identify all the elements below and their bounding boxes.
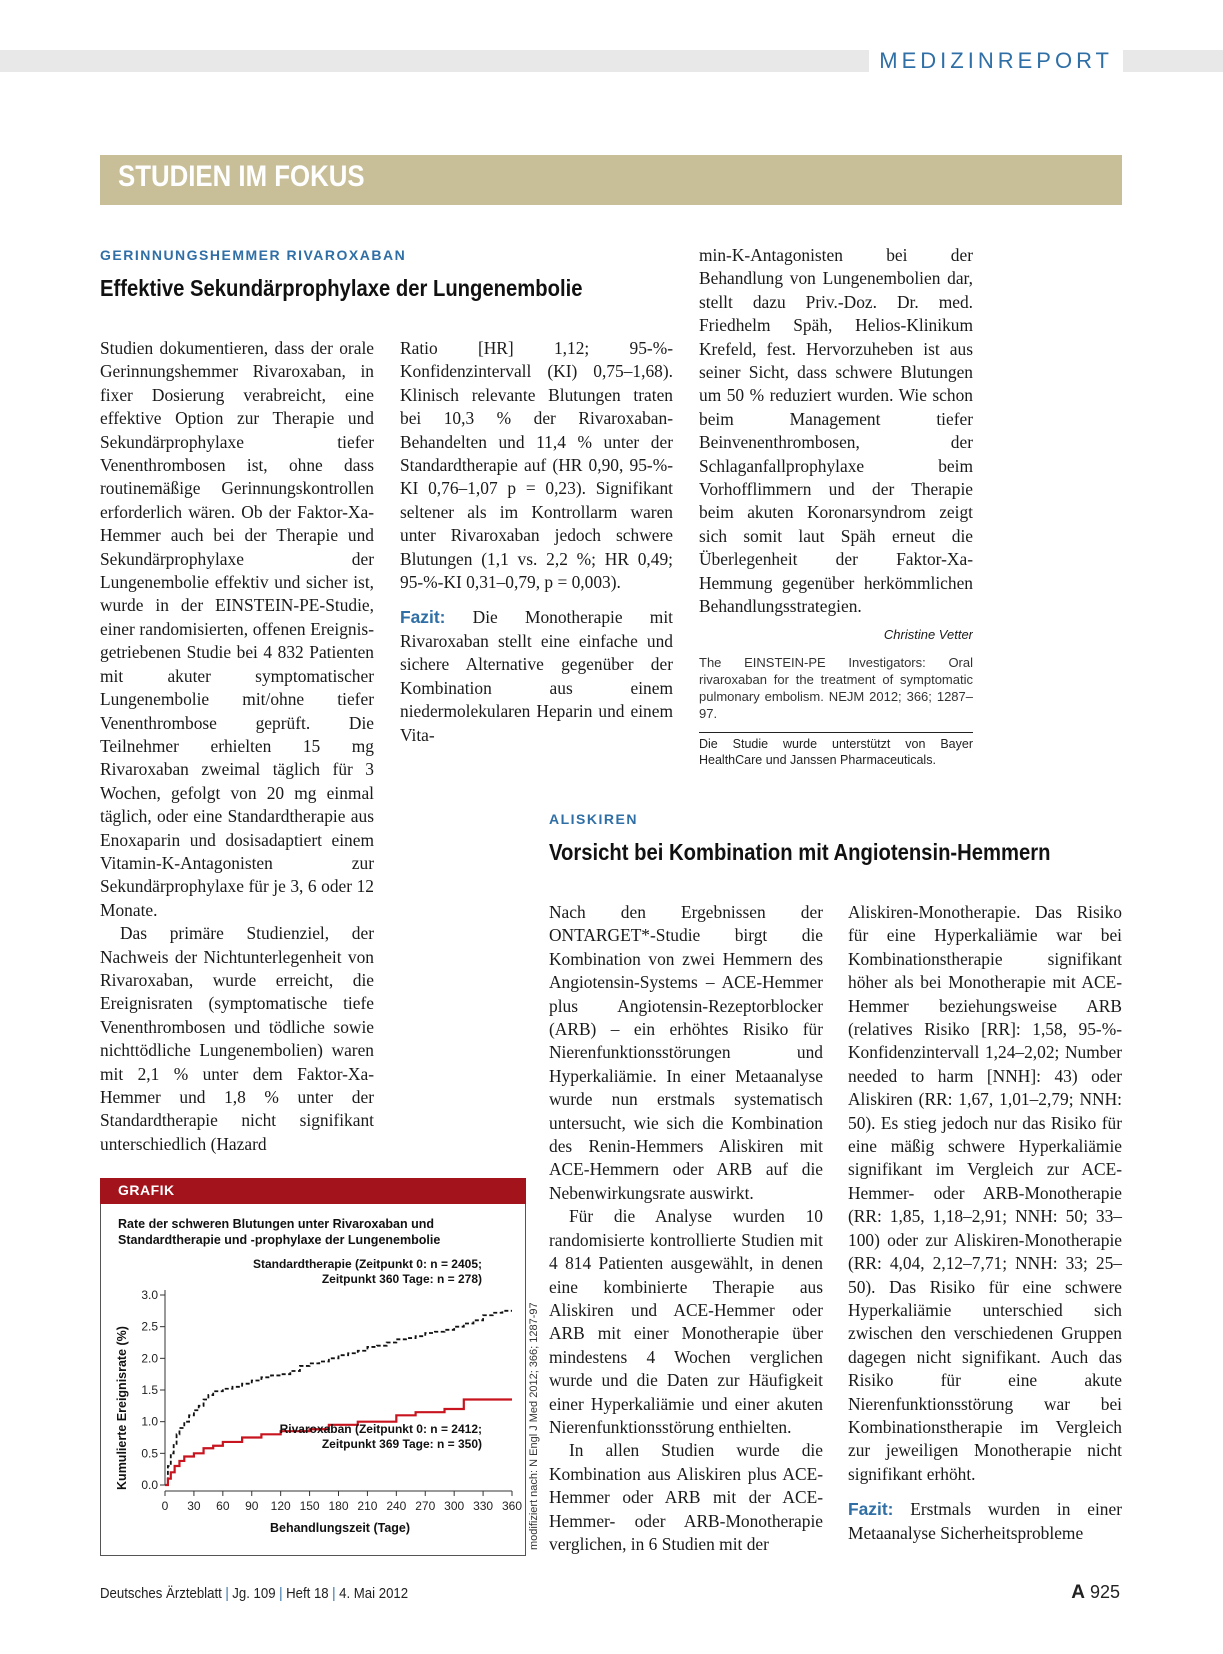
x-tick-label: 60 [216, 1499, 230, 1513]
article2-column-2 [848, 901, 1122, 1545]
article1-column-2 [400, 337, 673, 747]
x-tick-label: 180 [328, 1499, 349, 1513]
page-number-value: 925 [1089, 1582, 1120, 1602]
x-tick-label: 120 [270, 1499, 291, 1513]
x-tick-label: 150 [299, 1499, 320, 1513]
page-prefix: A [1071, 1582, 1085, 1603]
y-tick-label: 1.0 [141, 1414, 158, 1429]
series-label-rivaroxaban: Zeitpunkt 369 Tage: n = 350) [321, 1437, 482, 1451]
x-tick-label: 0 [161, 1499, 169, 1513]
y-tick-label: 2.5 [141, 1319, 158, 1334]
page-number [1071, 1582, 1120, 1604]
footer-journal: Deutsches Ärzteblatt [100, 1585, 222, 1602]
article1-paragraph: Studien dokumentieren, dass der orale Gerinnungshemmer Rivaroxaban, in fixer Dosierung verabreicht, eine effektive Option zur Therapie und Sekundärprophylaxe tiefer Venenthrombosen ist, ohne dass routinemäßige Gerinnungskontrollen erforderlich wären. Ob der Faktor-Xa-Hemmer auch bei der Therapie und Sekundärprophylaxe der Lungenembolie effektiv und sicher ist, wurde in der EINSTEIN-PE-Studie, einer randomisierten, offenen Ereignis-getriebenen Studie bei 4 832 Patienten mit akuter symptomatischer Lungenembolie mit/ohne tiefer Venenthrombose geprüft. Die Teilnehmer erhielten 15 mg Rivaroxaban zweimal täglich für 3 Wochen, gefolgt von 20 mg einmal täglich, oder eine Standardtherapie aus Enoxaparin und dosisadaptiert einem Vitamin-K-Antagonisten zur Sekundärprophylaxe für je 3, 6 oder 12 Monate. [100, 338, 374, 920]
y-tick-label: 2.0 [141, 1351, 158, 1366]
x-tick-label: 360 [501, 1499, 523, 1513]
fazit-label: Fazit: [848, 1499, 894, 1520]
chart-plot-area [141, 1257, 522, 1513]
footer-issue: Heft 18 [286, 1585, 329, 1602]
article2-fazit [848, 1498, 1122, 1545]
x-tick-label: 270 [415, 1499, 436, 1513]
series-label-rivaroxaban: Rivaroxaban (Zeitpunkt 0: n = 2412; [279, 1422, 482, 1436]
x-tick-label: 210 [357, 1499, 378, 1513]
x-tick-label: 90 [245, 1499, 259, 1513]
article1-column-3 [699, 244, 973, 768]
x-tick-label: 240 [386, 1499, 407, 1513]
x-tick-label: 30 [187, 1499, 201, 1513]
article2-paragraph: Aliskiren-Monotherapie. Das Risiko für eine Hyperkaliämie war bei Kombinationstherapie signifikant höher als bei Monotherapie mit ACE-Hemmer beziehungsweise ARB (relatives Risiko [RR]: 1,58, 95-%-Konfidenzintervall 1,24–2,02; Number needed to harm [NNH]: 43) oder Aliskiren (RR: 1,67, 1,01–2,79; NNH: 50). Es stieg jedoch nur das Risiko für eine mäßig schwere Hyperkaliämie signifikant im Vergleich zur ACE-Hemmer- oder ARB-Monotherapie (RR: 1,85, 1,18–2,91; NNH: 50; 33–100) oder zur Aliskiren-Monotherapie (RR: 4,04, 2,12–7,71; NNH: 33; 25–50). Das Risiko für eine schwere Hyperkaliämie unterschied sich zwischen den verschiedenen Gruppen dagegen nicht signifikant. Auch das Risiko für eine akute Nierenfunktionsstörung war bei Kombinationstherapie im Vergleich zur jeweiligen Monotherapie nicht signifikant erhöht. [848, 902, 1122, 1484]
chart [100, 1250, 524, 1550]
sponsor-note: Die Studie wurde unterstützt von Bayer HealthCare und Janssen Pharmaceuticals. [699, 732, 973, 768]
article2-headline: Vorsicht bei Kombination mit Angiotensin-Hemmern [549, 839, 1051, 865]
footer-volume: Jg. 109 [232, 1585, 276, 1602]
banner-title: STUDIEN IM FOKUS [118, 160, 365, 193]
article1-headline: Effektive Sekundärprophylaxe der Lungenembolie [100, 275, 583, 301]
fazit-text: Erstmals wurden in einer Metaanalyse Sicherheitsprobleme [848, 1499, 1122, 1543]
author-name: Christine Vetter [883, 626, 973, 642]
article1-paragraph: Ratio [HR] 1,12; 95-%-Konfidenzintervall (KI) 0,75–1,68). Klinisch relevante Blutungen traten bei 10,3 % der Rivaroxaban-Behandelten und 11,4 % unter der Standardtherapie auf (HR 0,90, 95-%-KI 0,76–1,07 p = 0,23). Signifikant seltener als im Kontrollarm waren unter Rivaroxaban jedoch schwere Blutungen (1,1 vs. 2,2 %; HR 0,49; 95-%-KI 0,31–0,79, p = 0,003). [400, 338, 673, 593]
reference: The EINSTEIN-PE Investigators: Oral rivaroxaban for the treatment of symptomatic pulmonary embolism. NEJM 2012; 366; 1287–97. [699, 654, 973, 721]
article2-paragraph: Für die Analyse wurden 10 randomisierte kontrollierte Studien mit 4 814 Patienten ausgewählt, in denen eine kombinierte Therapie aus Aliskiren und ACE-Hemmer oder ARB mit einer Monotherapie über mindestens 4 Wochen verglichen wurde und die Daten zur Häufigkeit einer Hyperkaliämie und einer akuten Nierenfunktionsstörung enthielten. [549, 1206, 823, 1437]
chart-source-credit: modifiziert nach: N Engl J Med 2012; 366; 1287-97 [528, 1302, 540, 1550]
article2-paragraph: In allen Studien wurde die Kombination aus Aliskiren plus ACE-Hemmer oder ARB mit der ACE-Hemmer- oder ARB-Monotherapie verglichen, in 6 Studien mit der [549, 1440, 823, 1554]
fazit-text: Die Monotherapie mit Rivaroxaban stellt eine einfache und sichere Alternative gegenüber der Kombination aus einem niedermolekularen Heparin und einem Vita- [400, 607, 673, 745]
series-label-standard: Zeitpunkt 360 Tage: n = 278) [321, 1272, 482, 1286]
article1-column-1 [100, 337, 374, 1156]
article2-column-1 [549, 901, 823, 1556]
grafik-label: GRAFIK [118, 1182, 175, 1198]
article2-kicker: ALISKIREN [549, 811, 638, 827]
y-axis-label: Kumulierte Ereignisrate (%) [115, 1326, 129, 1490]
article1-paragraph: Das primäre Studienziel, der Nachweis der Nichtunterlegenheit von Rivaroxaban, wurde erreicht, die Ereignisraten (symptomatische tiefe Venenthrombosen und tödliche sowie nichttödliche Lungenembolien) waren mit 2,1 % unter dem Faktor-Xa-Hemmer und 1,8 % unter der Standardtherapie nicht signifikant unterschiedlich (Hazard [100, 923, 374, 1154]
article1-paragraph: min-K-Antagonisten bei der Behandlung von Lungenembolien dar, stellt dazu Priv.-Doz. Dr. med. Friedhelm Späh, Helios-Klinikum Krefeld, fest. Hervorzuheben ist aus seiner Sicht, dass schwere Blutungen um 50 % reduziert wurden. Wie schon beim Management tiefer Beinvenenthrombosen, der Schlaganfallprophylaxe beim Vorhofflimmern und der Therapie beim akuten Koronarsyndrom zeigt sich somit laut Späh erneut die Überlegenheit der Faktor-Xa-Hemmung gegenüber herkömmlichen Behandlungsstrategien. [699, 245, 973, 617]
series-label-standard: Standardtherapie (Zeitpunkt 0: n = 2405; [252, 1257, 482, 1271]
x-axis-label: Behandlungszeit (Tage) [269, 1521, 411, 1535]
article1-kicker: GERINNUNGSHEMMER RIVAROXABAN [100, 247, 407, 263]
article1-fazit [400, 606, 673, 746]
y-tick-label: 1.5 [141, 1383, 158, 1397]
article2-paragraph: Nach den Ergebnissen der ONTARGET*-Studie birgt die Kombination von zwei Hemmern des Angiotensin-Systems – ACE-Hemmer plus Angiotensin-Rezeptorblocker (ARB) – ein erhöhtes Risiko für Nierenfunktionsstörungen und Hyperkaliämie. In einer Metaanalyse wurde nun erstmals systematisch untersucht, wie sich die Kombination des Renin-Hemmers Aliskiren mit ACE-Hemmern oder ARB auf die Nebenwirkungsrate auswirkt. [549, 902, 823, 1203]
y-tick-label: 3.0 [141, 1288, 158, 1302]
footer-date: 4. Mai 2012 [339, 1585, 409, 1602]
chart-title: Rate der schweren Blutungen unter Rivaroxaban und Standardtherapie und -prophylaxe der Lungenembolie [118, 1217, 441, 1247]
fazit-label: Fazit: [400, 607, 446, 628]
section-label: MEDIZINREPORT [869, 48, 1123, 74]
series-line-standardtherapie [165, 1311, 512, 1485]
footer-citation: Deutsches Ärzteblatt | Jg. 109 | Heft 18 | 4. Mai 2012 [100, 1585, 409, 1602]
x-tick-label: 300 [444, 1499, 465, 1513]
x-tick-label: 330 [473, 1499, 494, 1513]
y-tick-label: 0.5 [141, 1446, 158, 1461]
y-tick-label: 0.0 [141, 1478, 158, 1492]
